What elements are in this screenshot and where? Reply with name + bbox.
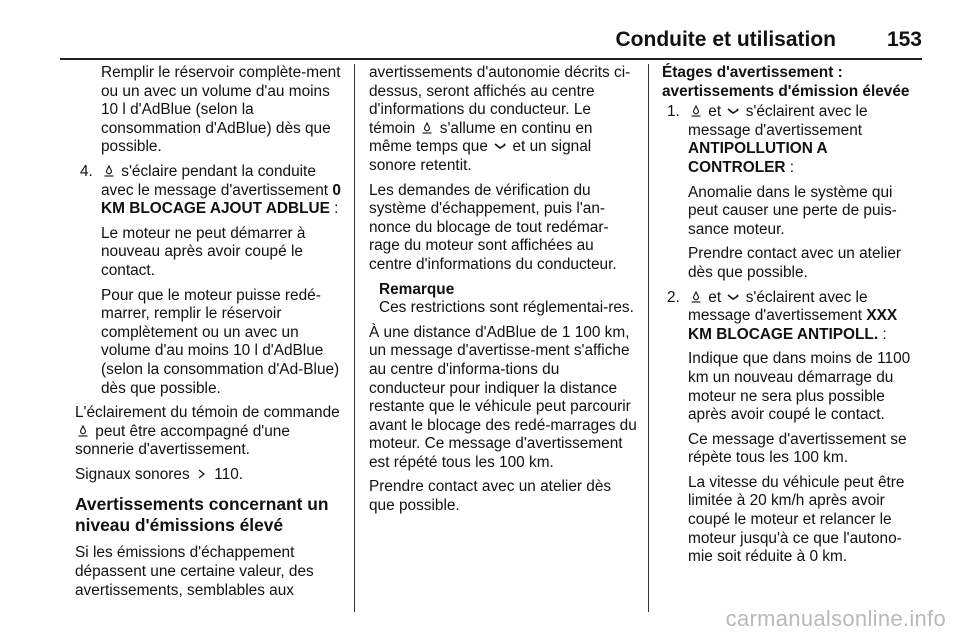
paragraph: Prendre contact avec un atelier dès que possible. — [688, 245, 902, 281]
paragraph-text: L'éclairement du témoin de commande — [75, 404, 340, 422]
exhaust-emission-icon — [727, 105, 739, 117]
paragraph-text: avertissements d'autonomie décrits ci-dessus, seront affichés au centre d'informations du conducteur. Le témoin — [369, 64, 631, 137]
paragraph: Remplir le réservoir complète-ment ou un avec un volume d'au moins 10 l d'AdBlue (selon la consommation d'AdBlue) dès que possible. — [101, 64, 341, 156]
list-item-text: s'éclairent avec le message d'avertissement — [688, 103, 868, 139]
paragraph-text: et un signal sonore retentit. — [369, 138, 592, 174]
paragraph — [369, 64, 637, 176]
paragraph — [75, 404, 345, 460]
list-number: 2. — [667, 288, 680, 306]
paragraph: Si les émissions d'échappement dépassent une certaine valeur, des avertissements, semblables aux — [75, 544, 314, 599]
warning-message: XXX KM BLOCAGE ANTIPOLL. — [688, 307, 898, 343]
list-number: 4. — [80, 162, 93, 180]
paragraph: La vitesse du véhicule peut être limitée à 20 km/h après avoir coupé le moteur et relancer le moteur jusqu'à ce que l'autono-mie soit réduite à 0 km. — [688, 473, 905, 566]
colon: : — [878, 325, 887, 343]
paragraph — [75, 466, 345, 485]
adblue-warning-icon — [77, 425, 89, 437]
exhaust-emission-icon — [494, 140, 506, 152]
page-reference-icon[interactable] — [196, 468, 208, 480]
list-item-text: s'éclairent avec le message d'avertissement — [688, 288, 868, 325]
warning-message: ANTIPOLLUTION A CONTROLER — [688, 140, 828, 176]
conjunction: et — [708, 288, 722, 306]
section-heading: Avertissements concernant un niveau d'émissions élevé — [75, 494, 329, 536]
page-header — [60, 26, 922, 56]
colon: : — [785, 158, 795, 176]
list-item-text: s'éclaire pendant la conduite avec le message d'avertissement — [101, 162, 329, 199]
paragraph: Indique que dans moins de 1100 km un nouveau démarrage du moteur ne sera plus possible après avoir coupé le contact. — [688, 350, 911, 424]
paragraph-text: Signaux sonores — [75, 465, 190, 483]
paragraph-text: peut être accompagné d'une sonnerie d'avertissement. — [75, 422, 290, 459]
page-reference[interactable]: 110. — [214, 465, 244, 483]
header-rule — [60, 58, 922, 60]
adblue-warning-icon — [103, 165, 115, 177]
column-divider — [354, 64, 355, 612]
adblue-warning-icon — [690, 105, 702, 117]
list-number: 1. — [667, 103, 680, 121]
paragraph: À une distance d'AdBlue de 1 100 km, un message d'avertisse-ment s'affiche au centre d'informa-tions du conducteur pour indiquer la distance restante que le véhicule peut parcourir avant le blocage des redé-marrages du moteur. Ce message d'avertissement est répété tous les 100 km. — [369, 323, 637, 471]
adblue-warning-icon — [421, 122, 433, 134]
colon: : — [329, 200, 339, 218]
section-title: Conduite et utilisation — [615, 28, 836, 51]
adblue-warning-icon — [690, 291, 702, 303]
warning-message: 0 KM BLOCAGE AJOUT ADBLUE — [101, 181, 341, 218]
paragraph: Ce message d'avertissement se répète tous les 100 km. — [688, 430, 907, 467]
note-title: Remarque — [379, 280, 455, 298]
list-item — [75, 163, 345, 219]
note-box — [369, 281, 637, 318]
list-item — [662, 103, 924, 177]
paragraph: Prendre contact avec un atelier dès que possible. — [369, 478, 612, 515]
column-divider — [648, 64, 649, 612]
column-middle — [369, 64, 637, 522]
watermark: carmanualsonline.info — [725, 606, 946, 631]
column-left — [75, 64, 345, 606]
note-body: Ces restrictions sont réglementai-res. — [379, 299, 634, 317]
subheading: Étages d'avertissement : avertissements d'émission élevée — [662, 64, 910, 100]
conjunction: et — [708, 103, 722, 121]
paragraph-text: s'allume en continu en même temps que — [369, 119, 593, 156]
exhaust-emission-icon — [727, 291, 739, 303]
paragraph: Le moteur ne peut démarrer à nouveau après avoir coupé le contact. — [101, 224, 306, 279]
page-number: 153 — [886, 28, 922, 51]
paragraph: Les demandes de vérification du système d'échappement, puis l'an-nonce du blocage de tout redémar-rage du moteur sont affichées au centre d'informations du conducteur. — [369, 181, 617, 273]
list-item — [662, 289, 924, 345]
paragraph: Anomalie dans le système qui peut causer une perte de puis-sance moteur. — [688, 183, 897, 238]
paragraph: Pour que le moteur puisse redé-marrer, remplir le réservoir complètement ou un avec un volume d'au moins 10 l d'AdBlue (selon la consommation d'Ad-Blue) dès que possible. — [101, 286, 340, 397]
column-right — [662, 64, 924, 573]
